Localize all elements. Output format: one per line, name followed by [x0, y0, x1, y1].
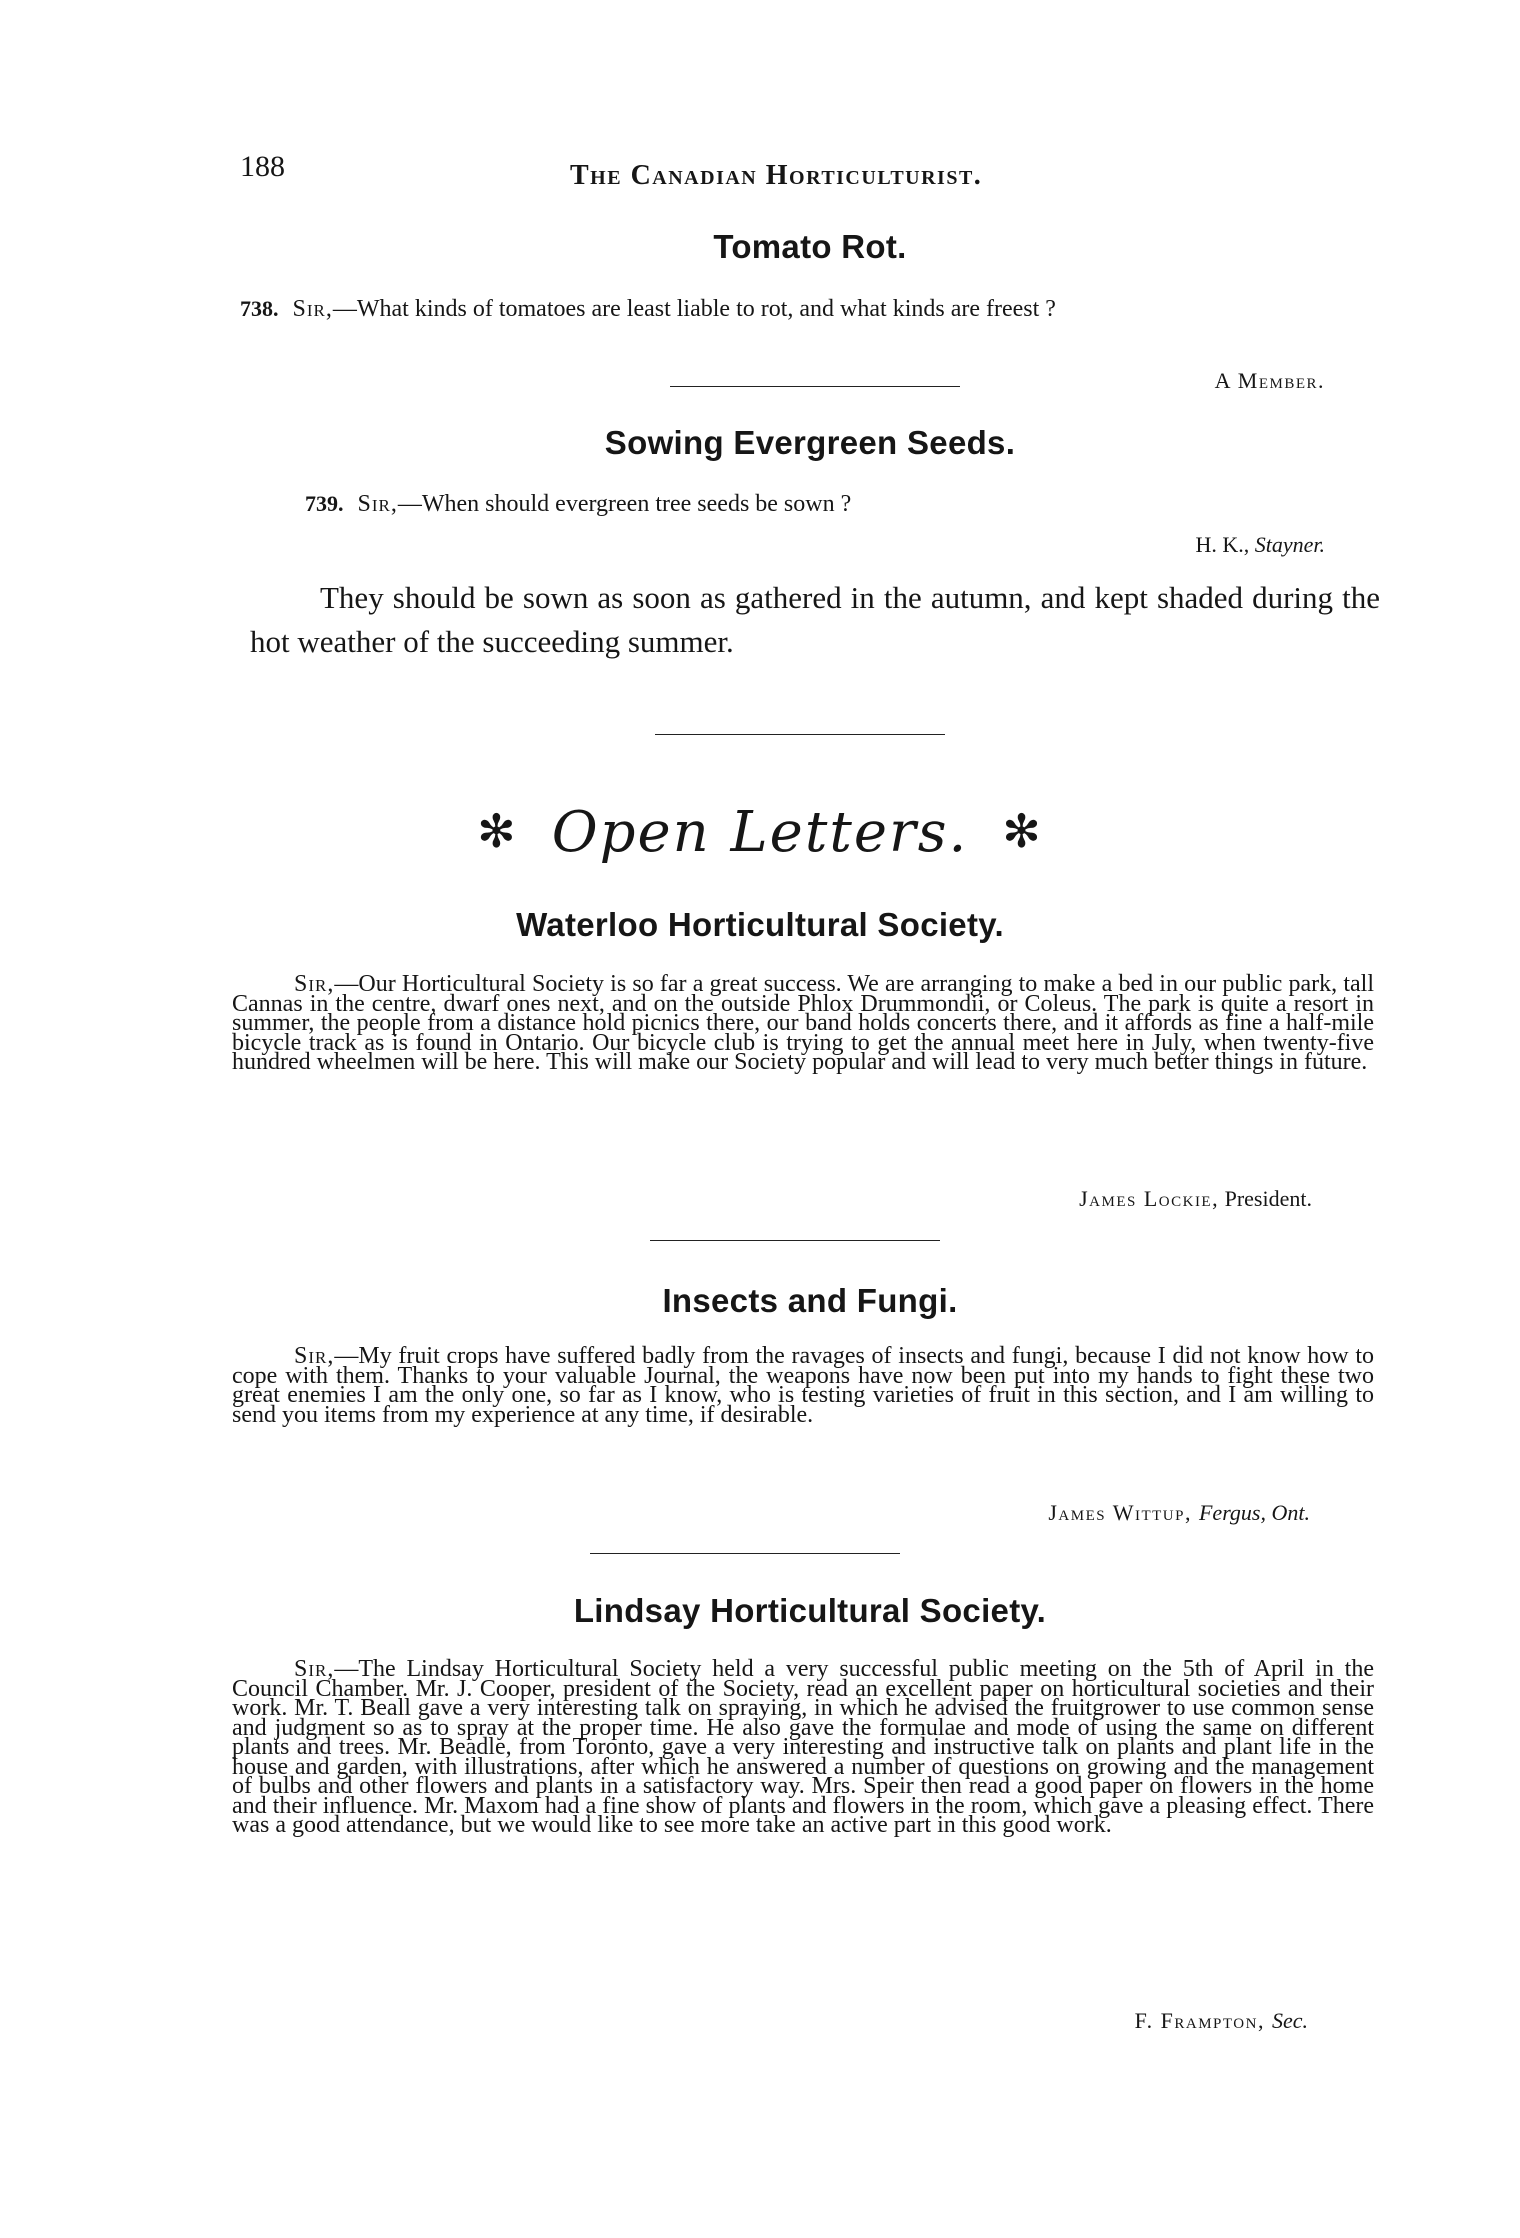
signature-name: James Lockie,	[1079, 1186, 1220, 1211]
letter-body: —My fruit crops have suffered badly from the ravages of insects and fungi, because I did not know how to cope with them. Thanks to your valuable Journal, the weapons have now been put into my hands to fight these two great enemies I am the only one, so far as I know, who is testing varieties of fruit in this section, and I am willing to send you items from my experience at any time, if desirable.	[232, 1343, 1374, 1428]
open-letters-text: Open Letters.	[551, 800, 969, 865]
signature-james-lockie	[900, 1186, 1312, 1212]
letter-waterloo	[232, 971, 1374, 1075]
letter-body: —The Lindsay Horticultural Society held a very successful public meeting on the 5th of April in the Council Chamber. Mr. J. Cooper, president of the Society, read an excellent paper on horticultural societies and their work. Mr. T. Beall gave a very interesting talk on spraying, in which he advised the fruitgrower to use common sense and judgment so as to spray at the proper time. He also gave the formulae and mode of using the same on different plants and trees. Mr. Beadle, from Toronto, gave a very interesting and instructive talk on plants and plant life in the house and garden, with illustrations, after which he answered a number of questions on growing and the management of bulbs and other flowers and plants in a satisfactory way. Mrs. Speir then read a good paper on flowers in the home and their influence. Mr. Maxom had a fine show of plants and flowers in the room, which gave a pleasing effect. There was a good attendance, but we would like to see more take an active part in this good work.	[232, 1656, 1374, 1838]
question-text: —What kinds of tomatoes are least liable to rot, and what kinds are freest ?	[332, 296, 1056, 322]
question-738	[240, 295, 1380, 323]
signature-place: Fergus, Ont.	[1198, 1500, 1310, 1525]
journal-title: The Canadian Horticulturist.	[570, 160, 983, 191]
section-divider-rule	[590, 1553, 900, 1554]
asterism-icon: ✻	[477, 804, 518, 858]
heading-lindsay: Lindsay Horticultural Society.	[573, 1592, 1047, 1629]
question-number: 738.	[240, 296, 279, 321]
open-letters-title	[0, 800, 1520, 865]
answer-evergreen-seeds: They should be sown as soon as gathered in the autumn, and kept shaded during the hot weather of the succeeding summer.	[250, 580, 1380, 659]
signature-name: James Wittup,	[1048, 1500, 1199, 1525]
signature-hk-stayner	[900, 532, 1325, 558]
section-divider-rule	[655, 734, 945, 735]
heading-waterloo: Waterloo Horticultural Society.	[516, 906, 1004, 943]
divider-rule	[670, 386, 960, 387]
heading-sowing-evergreen-seeds: Sowing Evergreen Seeds.	[604, 424, 1016, 461]
asterism-icon: ✻	[1002, 804, 1043, 858]
signature-name: A Member.	[1214, 368, 1325, 393]
question-number: 739.	[305, 491, 344, 516]
question-739	[305, 490, 1305, 518]
section-divider-rule	[650, 1240, 940, 1241]
signature-james-wittup	[860, 1500, 1310, 1526]
question-text: —When should evergreen tree seeds be sown ?	[397, 491, 852, 517]
heading-tomato-rot: Tomato Rot.	[713, 228, 907, 265]
signature-title: President.	[1219, 1186, 1312, 1211]
letter-lindsay	[232, 1656, 1374, 1838]
salutation: Sir,	[292, 296, 333, 322]
signature-f-frampton	[900, 2008, 1308, 2034]
signature-a-member	[980, 368, 1325, 394]
signature-name: F. Frampton,	[1134, 2008, 1272, 2033]
signature-place: Stayner.	[1254, 532, 1325, 557]
letter-body: —Our Horticultural Society is so far a great success. We are arranging to make a bed in our public park, tall Cannas in the centre, dwarf ones next, and on the outside Phlox Drummondii, or Coleus. The park is quite a resort in summer, the people from a distance hold picnics there, our band holds concerts there, and it affords as fine a half-mile bicycle track as is found in Ontario. Our bicycle club is trying to get the annual meet here in July, when twenty-five hundred wheelmen will be here. This will make our Society popular and will lead to very much better things in future.	[232, 971, 1374, 1075]
signature-title: Sec.	[1271, 2008, 1308, 2033]
running-head	[240, 150, 1390, 200]
salutation: Sir,	[357, 491, 398, 517]
salutation: Sir,	[294, 971, 335, 997]
heading-insects-fungi: Insects and Fungi.	[662, 1282, 958, 1319]
salutation: Sir,	[294, 1656, 335, 1682]
salutation: Sir,	[294, 1343, 335, 1369]
signature-initials: H. K.,	[1195, 532, 1255, 557]
letter-insects-fungi	[232, 1343, 1374, 1428]
page-number: 188	[240, 150, 285, 183]
